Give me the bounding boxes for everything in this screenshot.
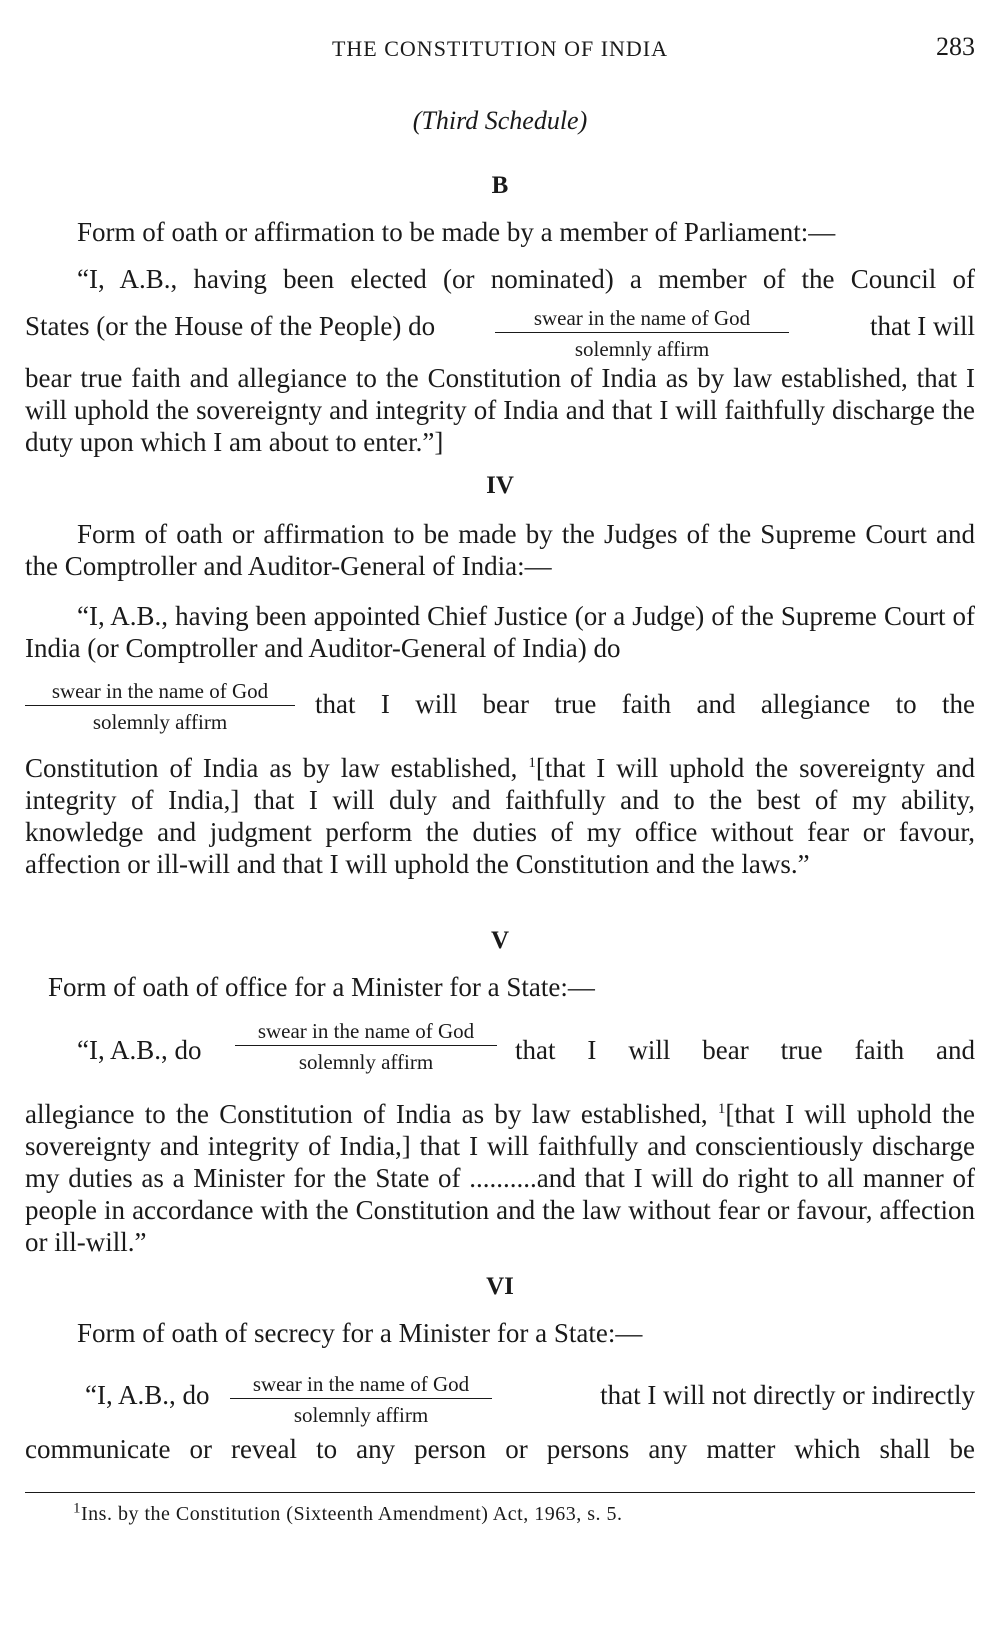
section-iv-oath-opening: “I, A.B., having been appointed Chief Justice (or a Judge) of the Supreme Court of India (or Comptroller and Auditor-General of India) do <box>25 601 975 663</box>
footnote <box>73 1500 623 1526</box>
oath-fraction-vi <box>230 1373 492 1426</box>
section-b-oath-line-2-after: that I will <box>870 311 975 341</box>
section-v-rest-after-note: [that I will uphold the sovereignty and integrity of India,] that I will faithfully and conscientiously discharge my duties as a Minister for the State of ..........and that I will do right to all manner of people in accordance with the Constitution and the law without fear or favour, affection or ill-will.” <box>25 1099 975 1257</box>
section-v-intro: Form of oath of office for a Minister for a State:— <box>48 972 595 1002</box>
footnote-rule <box>25 1492 975 1493</box>
section-heading-iv: IV <box>486 472 514 499</box>
section-v-line-after: that I will bear true faith and <box>515 1035 975 1065</box>
section-v-rest-before-note: allegiance to the Constitution of India as by law established, <box>25 1099 708 1129</box>
section-vi-intro: Form of oath of secrecy for a Minister for a State:— <box>77 1318 643 1348</box>
oath-fraction-b <box>495 307 789 360</box>
section-iv-oath-rest <box>25 752 975 880</box>
fraction-denominator: solemnly affirm <box>298 1050 434 1074</box>
section-v-oath-line <box>77 1035 975 1066</box>
schedule-label: (Third Schedule) <box>412 106 588 135</box>
section-heading-b: B <box>491 172 509 199</box>
section-heading-vi: VI <box>486 1273 514 1300</box>
footnote-marker: 1 <box>717 1101 726 1117</box>
section-iv-fraction-after: that I will bear true faith and allegiance to the <box>315 689 975 719</box>
section-b-oath-rest: bear true faith and allegiance to the Constitution of India as by law established, that I will uphold the sovereignty and integrity of India and that I will faithfully discharge the duty upon which I am about to enter.”] <box>25 363 975 457</box>
section-iv-rest-after-note: [that I will uphold the sovereignty and integrity of India,] that I will duly and faithfully and to the best of my ability, knowledge and judgment perform the duties of my office without fear or favour, affection or ill-will and that I will uphold the Constitution and the laws.” <box>25 753 975 879</box>
footnote-text: Ins. by the Constitution (Sixteenth Amendment) Act, 1963, s. 5. <box>81 1503 623 1525</box>
section-b-intro: Form of oath or affirmation to be made by a member of Parliament:— <box>77 217 836 247</box>
fraction-denominator: solemnly affirm <box>92 710 228 734</box>
section-iv-rest-before-note: Constitution of India as by law established, <box>25 753 518 783</box>
running-title: THE CONSTITUTION OF INDIA <box>331 36 669 61</box>
section-b-oath-line-1: “I, A.B., having been elected (or nominated) a member of the Council of <box>77 264 975 294</box>
section-vi-line-before: “I, A.B., do <box>85 1380 210 1410</box>
footnote-number: 1 <box>73 1500 81 1517</box>
page-number: 283 <box>936 32 975 61</box>
section-iv-intro: Form of oath or affirmation to be made by the Judges of the Supreme Court and the Comptroller and Auditor-General of India:— <box>25 519 975 581</box>
section-heading-v: V <box>490 927 510 954</box>
fraction-numerator: swear in the name of God <box>230 1373 492 1399</box>
section-v-oath-rest <box>25 1098 975 1258</box>
document-page <box>25 0 975 1650</box>
oath-fraction-v <box>235 1020 497 1073</box>
fraction-denominator: solemnly affirm <box>293 1403 429 1427</box>
fraction-denominator: solemnly affirm <box>574 337 710 361</box>
fraction-numerator: swear in the name of God <box>495 307 789 333</box>
fraction-numerator: swear in the name of God <box>25 680 295 706</box>
fraction-numerator: swear in the name of God <box>235 1020 497 1046</box>
footnote-marker: 1 <box>528 755 536 771</box>
section-vi-oath-line <box>85 1380 975 1411</box>
oath-fraction-iv <box>25 680 295 733</box>
section-v-line-before: “I, A.B., do <box>77 1035 202 1065</box>
section-vi-continuation: communicate or reveal to any person or persons any matter which shall be <box>25 1434 975 1464</box>
section-b-oath-line-2-before: States (or the House of the People) do <box>25 311 436 341</box>
section-vi-line-after: that I will not directly or indirectly <box>600 1380 975 1410</box>
